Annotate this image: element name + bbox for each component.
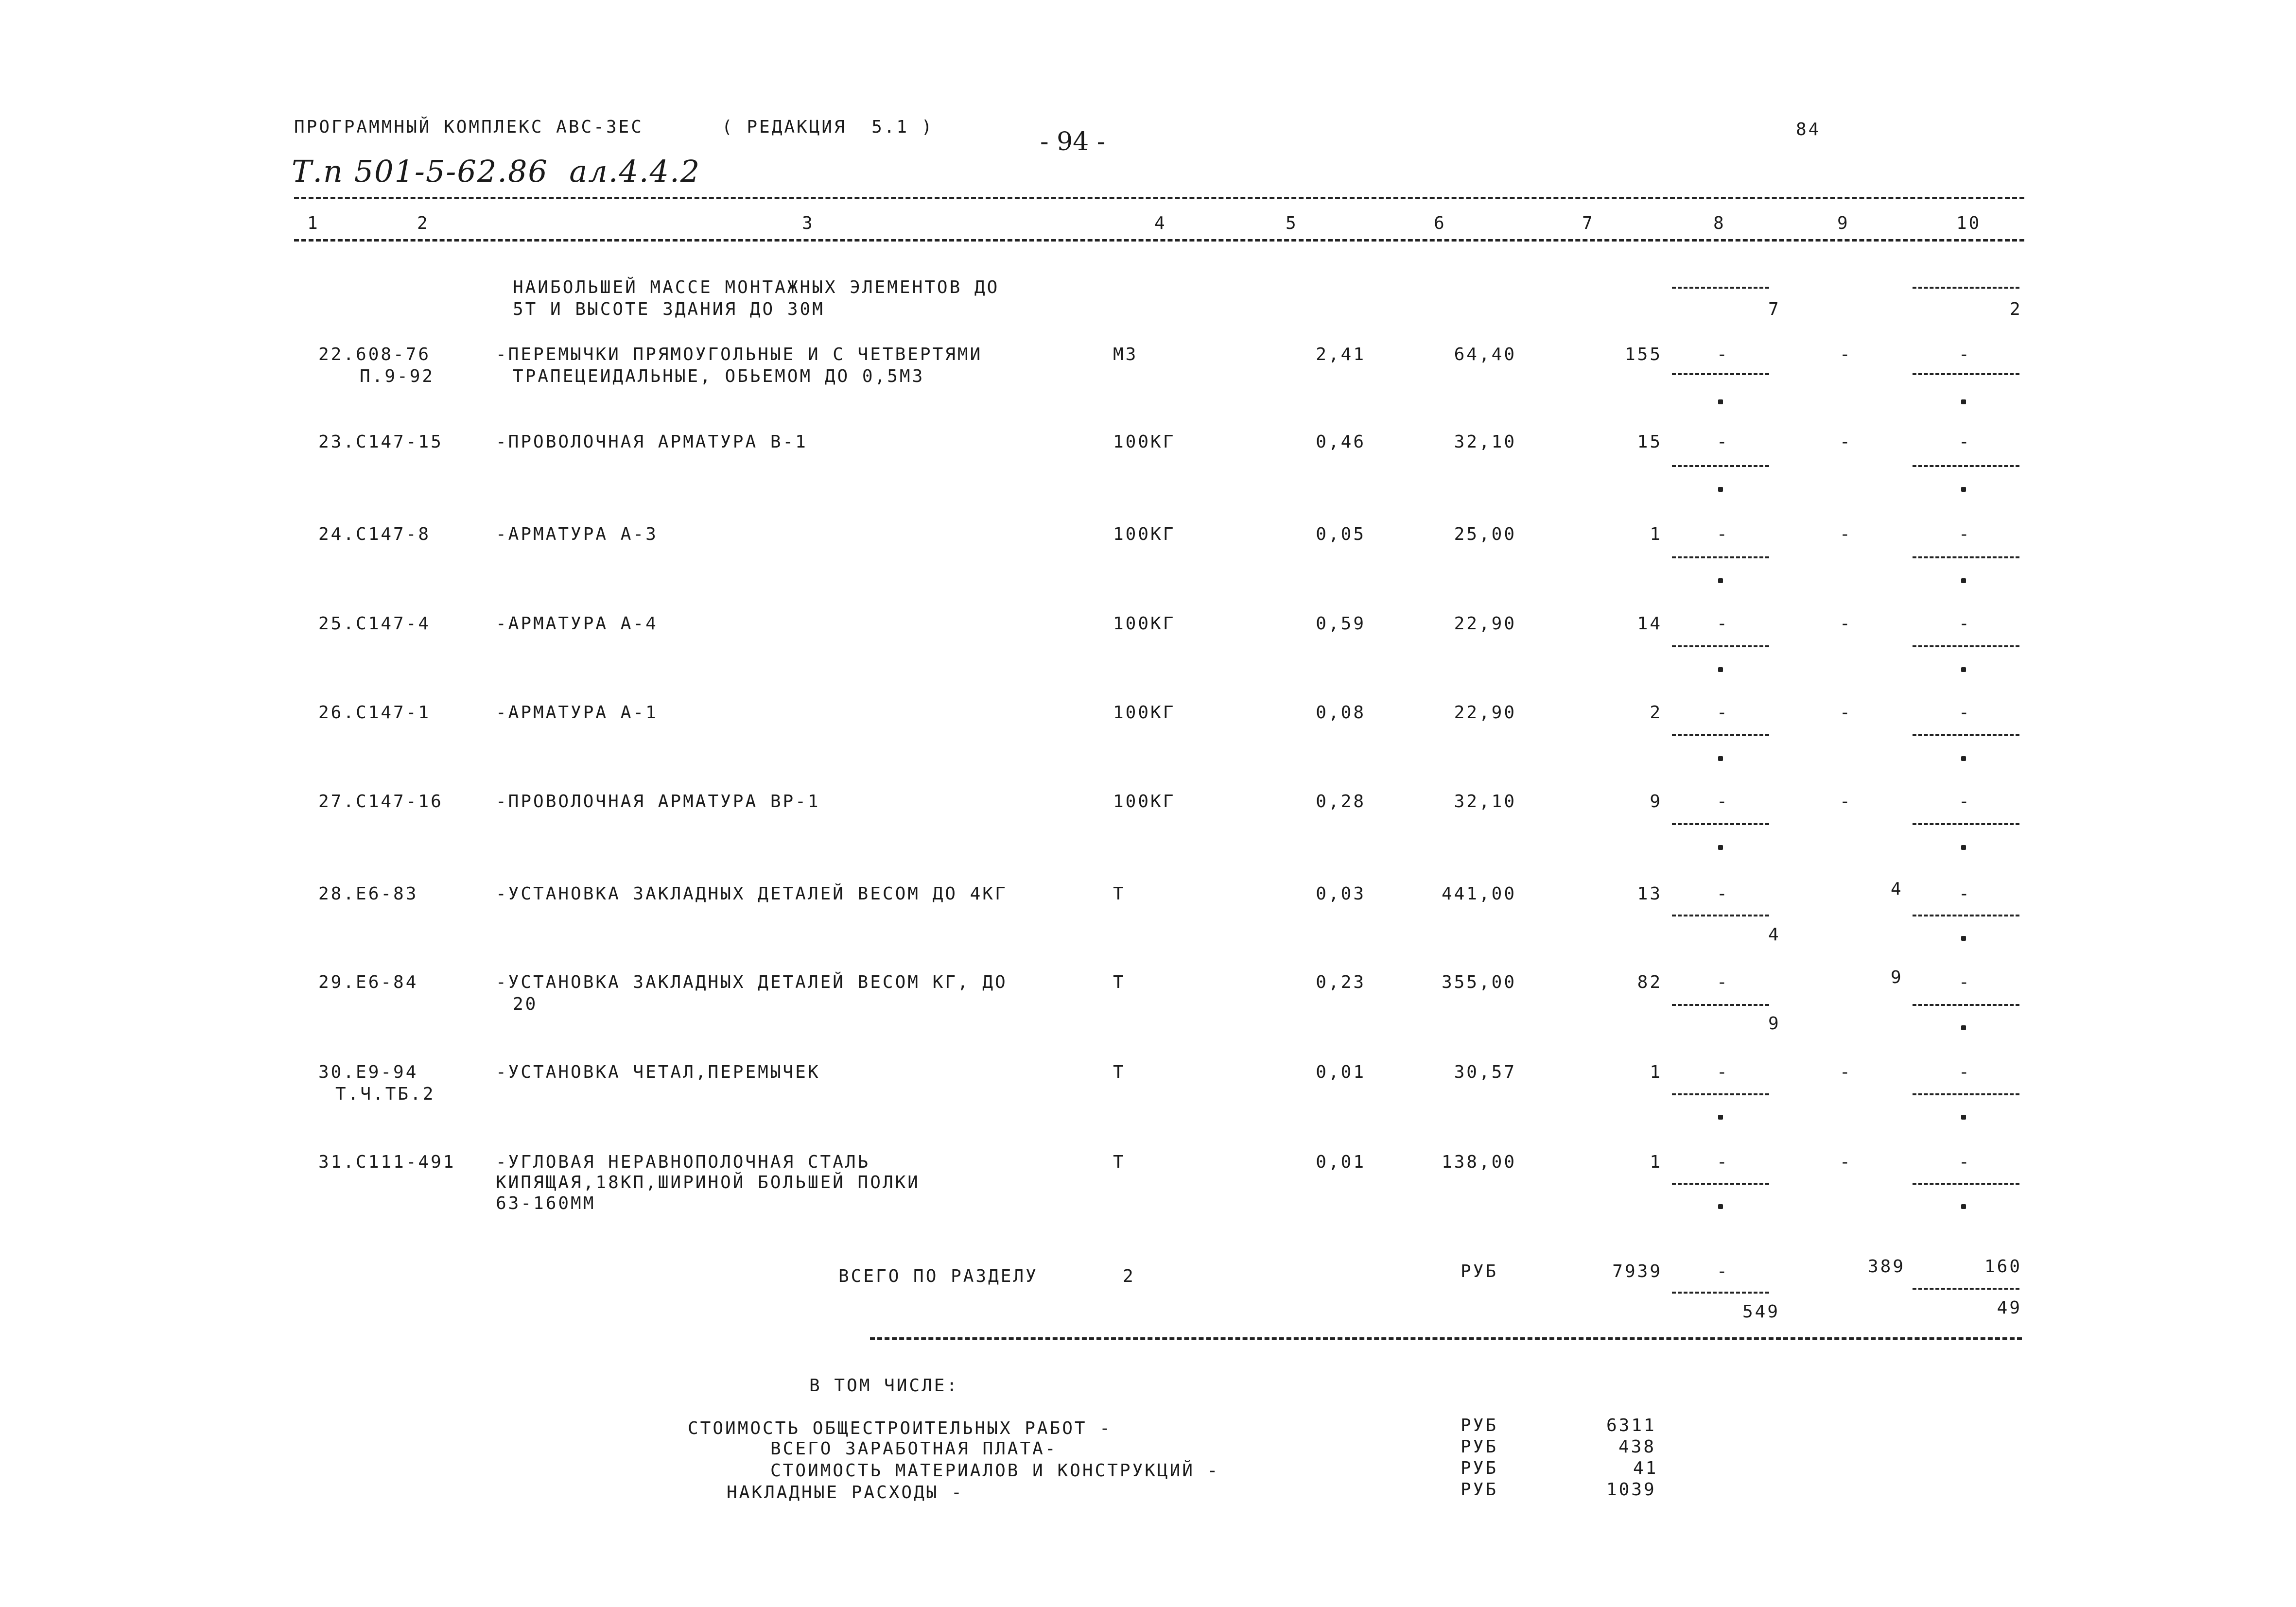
row-code: 28.Е6-83 [318, 884, 418, 904]
row-c10-mark [1961, 756, 1966, 761]
row-code: 29.Е6-84 [318, 972, 418, 992]
row-c8-rule [1672, 1183, 1769, 1185]
row-c10-rule [1913, 556, 2019, 558]
row-c8-mark [1718, 756, 1723, 761]
row-price: 441,00 [1441, 884, 1516, 904]
row-c9: - [1840, 614, 1852, 634]
section-total-c8-rule [1672, 1292, 1769, 1294]
section-total-label: ВСЕГО ПО РАЗДЕЛУ [838, 1266, 1038, 1286]
summary-label: ВСЕГО ЗАРАБОТНАЯ ПЛАТА- [770, 1439, 1058, 1459]
row-unit: Т [1113, 972, 1126, 992]
row-c8: - [1717, 792, 1729, 812]
row-unit: 100КГ [1113, 432, 1176, 452]
section-total-sum: 7939 [1612, 1261, 1662, 1281]
row-c10-mark [1961, 845, 1966, 850]
summary-heading: В ТОМ ЧИСЛЕ: [809, 1376, 959, 1396]
row-qty: 0,59 [1316, 614, 1366, 634]
col-header-3: 3 [802, 213, 815, 233]
sheet-number: 84 [1796, 120, 1821, 139]
row-c10: - [1959, 1152, 1971, 1172]
row-desc: -ПРОВОЛОЧНАЯ АРМАТУРА В-1 [496, 432, 808, 452]
row-c10-mark [1961, 399, 1966, 404]
summary-value: 1039 [1606, 1480, 1656, 1500]
row-c10-rule [1913, 915, 2019, 916]
row-desc: -УСТАНОВКА ЗАКЛАДНЫХ ДЕТАЛЕЙ ВЕСОМ КГ, ДО [496, 972, 1008, 992]
row-c8-rule [1672, 465, 1769, 467]
summary-label: СТОИМОСТЬ ОБЩЕСТРОИТЕЛЬНЫХ РАБОТ - [688, 1418, 1112, 1438]
row-c8: - [1717, 614, 1729, 634]
row-c9: 9 [1891, 968, 1903, 987]
row-c9: - [1840, 524, 1852, 544]
row-qty: 2,41 [1316, 345, 1366, 364]
row-total: 14 [1637, 614, 1662, 634]
section-total-c9: 389 [1867, 1257, 1905, 1277]
row-c10-rule [1913, 1093, 2019, 1095]
row-c8-rule [1672, 734, 1769, 736]
row-c9: - [1840, 792, 1852, 812]
row-c8: - [1717, 1062, 1729, 1082]
row-qty: 0,01 [1316, 1152, 1366, 1172]
col-header-8: 8 [1713, 213, 1726, 233]
row-c8-bottom: 4 [1768, 925, 1781, 945]
row-c10-rule [1913, 1004, 2019, 1006]
row-c8: - [1717, 524, 1729, 544]
summary-label: СТОИМОСТЬ МАТЕРИАЛОВ И КОНСТРУКЦИЙ - [770, 1461, 1220, 1481]
row-c8-rule [1672, 645, 1769, 647]
row-total: 1 [1650, 1062, 1662, 1082]
row-code: 23.С147-15 [318, 432, 443, 452]
row-code: 25.С147-4 [318, 614, 431, 634]
row-total: 1 [1650, 1152, 1662, 1172]
row-total: 13 [1637, 884, 1662, 904]
row-c8-mark [1718, 399, 1723, 404]
section-total-rule [870, 1337, 2022, 1340]
row-unit: 100КГ [1113, 614, 1176, 634]
row-unit: Т [1113, 1152, 1126, 1172]
row-price: 25,00 [1454, 524, 1516, 544]
continuation-c8: 7 [1768, 299, 1781, 319]
row-c10-rule [1913, 734, 2019, 736]
section-total-c10-rule [1913, 1288, 2019, 1290]
row-desc: -ПРОВОЛОЧНАЯ АРМАТУРА ВР-1 [496, 792, 820, 812]
row-desc: -УСТАНОВКА ЧЕТАЛ,ПЕРЕМЫЧЕК [496, 1062, 820, 1082]
col-header-7: 7 [1582, 213, 1595, 233]
col-header-6: 6 [1434, 213, 1446, 233]
row-c10: - [1959, 345, 1971, 364]
row-total: 9 [1650, 792, 1662, 812]
continuation-c10: 2 [2010, 299, 2022, 319]
row-unit: 100КГ [1113, 703, 1176, 723]
row-c8: - [1717, 703, 1729, 723]
row-qty: 0,05 [1316, 524, 1366, 544]
row-c9: - [1840, 703, 1852, 723]
row-c8: - [1717, 884, 1729, 904]
section-total-c10: 160 [1984, 1257, 2022, 1277]
row-c8: - [1717, 345, 1729, 364]
row-code: 26.С147-1 [318, 703, 431, 723]
row-c10: - [1959, 614, 1971, 634]
section-total-c8-bottom: 549 [1742, 1302, 1780, 1322]
section-total-number: 2 [1123, 1266, 1135, 1286]
col-header-5: 5 [1286, 213, 1298, 233]
row-price: 32,10 [1454, 432, 1516, 452]
row-desc-2: ТРАПЕЦЕИДАЛЬНЫЕ, ОБЬЕМОМ ДО 0,5М3 [513, 366, 925, 386]
row-unit: М3 [1113, 345, 1138, 364]
row-total: 155 [1624, 345, 1662, 364]
row-c10-mark [1961, 1204, 1966, 1209]
col-header-2: 2 [417, 213, 430, 233]
edition-label: ( РЕДАКЦИЯ 5.1 ) [722, 117, 934, 137]
row-desc: -АРМАТУРА А-1 [496, 703, 658, 723]
row-code-2: П.9-92 [360, 366, 435, 386]
section-total-c10-bottom: 49 [1997, 1298, 2022, 1318]
row-code: 30.Е9-94 [318, 1062, 418, 1082]
row-c10-mark [1961, 1115, 1966, 1120]
row-total: 1 [1650, 524, 1662, 544]
summary-unit: РУБ [1461, 1437, 1498, 1457]
row-total: 2 [1650, 703, 1662, 723]
summary-value: 41 [1633, 1458, 1658, 1478]
row-c8-rule [1672, 373, 1769, 375]
summary-unit: РУБ [1461, 1458, 1498, 1478]
handwritten-reference: Т.п 501-5-62.86 ал.4.4.2 [292, 154, 701, 189]
row-c8-mark [1718, 667, 1723, 672]
row-c8-mark [1718, 845, 1723, 850]
row-total: 82 [1637, 972, 1662, 992]
row-c10: - [1959, 432, 1971, 452]
row-desc: -УГЛОВАЯ НЕРАВНОПОЛОЧНАЯ СТАЛЬ [496, 1152, 870, 1172]
row-desc-2: 20 [513, 994, 538, 1014]
row-total: 15 [1637, 432, 1662, 452]
row-c10: - [1959, 972, 1971, 992]
row-desc-3: 63-160ММ [496, 1193, 596, 1213]
row-c10-rule [1913, 1183, 2019, 1185]
row-desc-2: КИПЯЩАЯ,18КП,ШИРИНОЙ БОЛЬШЕЙ ПОЛКИ [496, 1173, 920, 1192]
page-number: - 94 - [1040, 127, 1106, 156]
row-desc: -ПЕРЕМЫЧКИ ПРЯМОУГОЛЬНЫЕ И С ЧЕТВЕРТЯМИ [496, 345, 983, 364]
row-c8-rule [1672, 915, 1769, 916]
row-c8-bottom: 9 [1768, 1014, 1781, 1034]
row-c10-mark [1961, 1025, 1966, 1030]
row-qty: 0,03 [1316, 884, 1366, 904]
row-c10-mark [1961, 578, 1966, 583]
row-unit: 100КГ [1113, 524, 1176, 544]
row-c10: - [1959, 524, 1971, 544]
row-price: 30,57 [1454, 1062, 1516, 1082]
row-price: 355,00 [1441, 972, 1516, 992]
row-price: 22,90 [1454, 614, 1516, 634]
summary-value: 6311 [1606, 1416, 1656, 1435]
row-desc: -УСТАНОВКА ЗАКЛАДНЫХ ДЕТАЛЕЙ ВЕСОМ ДО 4КГ [496, 884, 1008, 904]
row-desc: -АРМАТУРА А-3 [496, 524, 658, 544]
summary-unit: РУБ [1461, 1480, 1498, 1500]
header-rule-bottom [294, 239, 2024, 242]
row-c9: - [1840, 345, 1852, 364]
row-c8-rule [1672, 556, 1769, 558]
row-code: 22.608-76 [318, 345, 431, 364]
row-c9: - [1840, 1062, 1852, 1082]
row-qty: 0,01 [1316, 1062, 1366, 1082]
row-c8-rule [1672, 1093, 1769, 1095]
row-c10-rule [1913, 465, 2019, 467]
row-c9: - [1840, 1152, 1852, 1172]
row-c8-mark [1718, 1204, 1723, 1209]
row-c10-mark [1961, 487, 1966, 492]
continuation-line-2: 5Т И ВЫСОТЕ ЗДАНИЯ ДО 30М [513, 299, 825, 319]
row-qty: 0,08 [1316, 703, 1366, 723]
row-c10-rule [1913, 823, 2019, 825]
row-unit: 100КГ [1113, 792, 1176, 812]
row-qty: 0,28 [1316, 792, 1366, 812]
row-price: 64,40 [1454, 345, 1516, 364]
row-c10-rule [1913, 645, 2019, 647]
row-c10-rule [1913, 373, 2019, 375]
row-c8-mark [1718, 578, 1723, 583]
section-total-c8: - [1717, 1261, 1729, 1281]
row-c10: - [1959, 1062, 1971, 1082]
col-header-9: 9 [1837, 213, 1850, 233]
row-c10: - [1959, 703, 1971, 723]
row-c8: - [1717, 432, 1729, 452]
col-header-1: 1 [307, 213, 320, 233]
summary-label: НАКЛАДНЫЕ РАСХОДЫ - [727, 1483, 964, 1503]
row-code: 27.С147-16 [318, 792, 443, 812]
row-c8: - [1717, 1152, 1729, 1172]
row-price: 138,00 [1441, 1152, 1516, 1172]
row-c8-rule [1672, 823, 1769, 825]
continuation-c8-rule [1672, 287, 1769, 289]
row-c8-rule [1672, 1004, 1769, 1006]
row-c10-mark [1961, 667, 1966, 672]
row-code: 31.С111-491 [318, 1152, 456, 1172]
continuation-line-1: НАИБОЛЬШЕЙ МАССЕ МОНТАЖНЫХ ЭЛЕМЕНТОВ ДО [513, 277, 1000, 297]
row-price: 22,90 [1454, 703, 1516, 723]
row-desc: -АРМАТУРА А-4 [496, 614, 658, 634]
row-c10: - [1959, 792, 1971, 812]
row-c10: - [1959, 884, 1971, 904]
continuation-c10-rule [1913, 287, 2019, 289]
row-c8-mark [1718, 487, 1723, 492]
row-qty: 0,23 [1316, 972, 1366, 992]
row-code: 24.С147-8 [318, 524, 431, 544]
header-rule-top [294, 197, 2024, 199]
col-header-4: 4 [1154, 213, 1167, 233]
section-total-unit: РУБ [1461, 1261, 1498, 1281]
row-price: 32,10 [1454, 792, 1516, 812]
row-unit: Т [1113, 1062, 1126, 1082]
row-c8-mark [1718, 1115, 1723, 1120]
row-c8: - [1717, 972, 1729, 992]
col-header-10: 10 [1956, 213, 1982, 233]
row-c9: - [1840, 432, 1852, 452]
summary-value: 438 [1618, 1437, 1656, 1457]
row-code-2: Т.Ч.ТБ.2 [335, 1084, 435, 1104]
row-unit: Т [1113, 884, 1126, 904]
summary-unit: РУБ [1461, 1416, 1498, 1435]
row-c10-mark [1961, 936, 1966, 941]
row-qty: 0,46 [1316, 432, 1366, 452]
row-c9: 4 [1891, 879, 1903, 899]
program-title: ПРОГРАММНЫЙ КОМПЛЕКС АВС-ЗЕС [294, 117, 644, 137]
